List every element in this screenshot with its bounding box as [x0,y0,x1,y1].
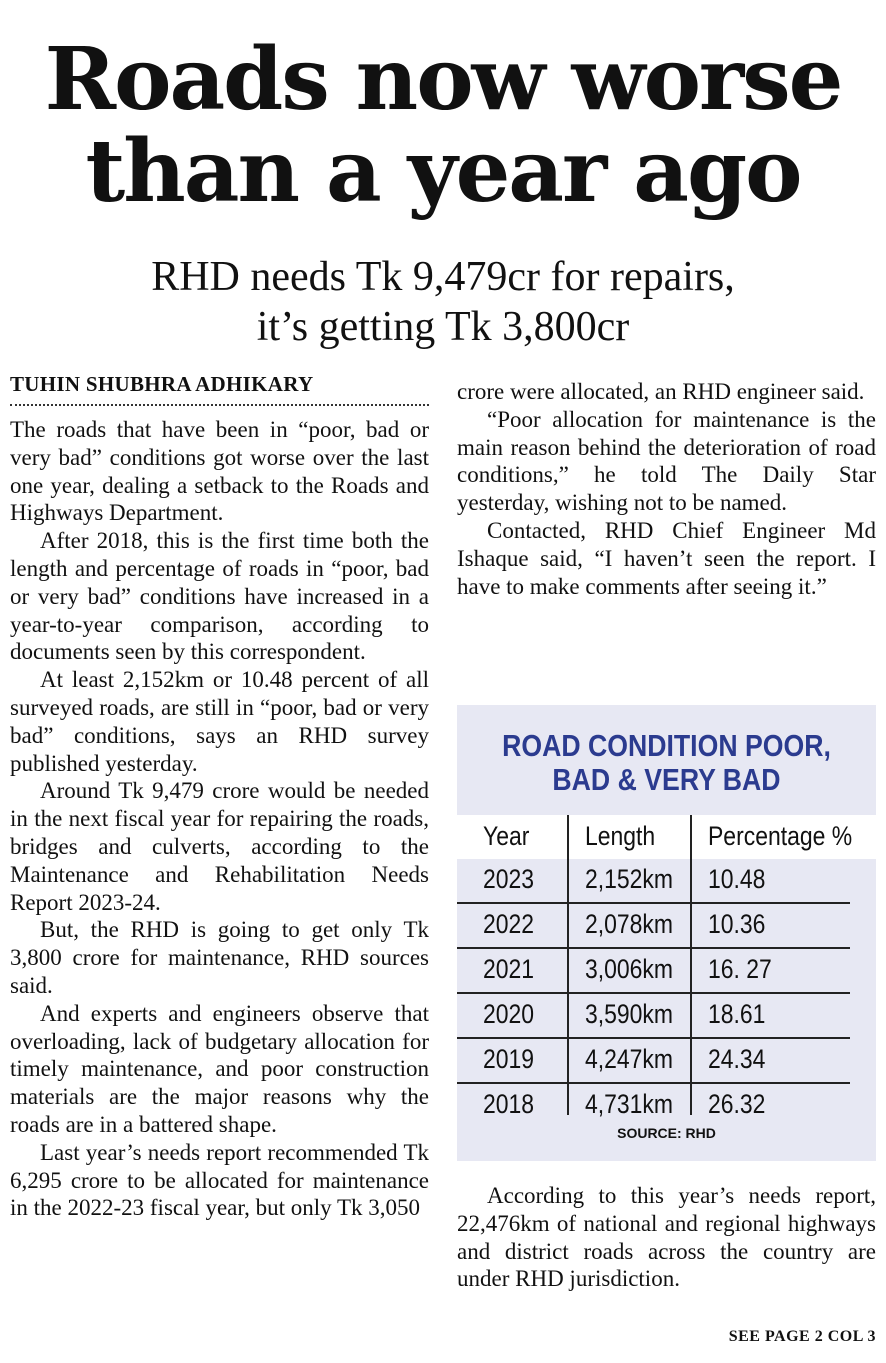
headline [0,29,886,222]
headline-line-1: Roads now worse [44,29,842,130]
jump-line: SEE PAGE 2 COL 3 [728,1328,876,1345]
table-row [457,949,850,994]
cell-year: 2023 [483,864,535,894]
cell-year: 2022 [483,909,535,939]
cell-length: 4,247km [585,1044,674,1074]
column-divider [690,815,692,1115]
closing-paragraph-block [457,1182,876,1293]
paragraph: crore were allocated, an RHD engineer said. [457,379,865,404]
subhead-line-2: it’s getting Tk 3,800cr [256,304,630,350]
table-source: SOURCE: RHD [617,1125,716,1141]
table-row [457,994,850,1039]
header-percentage: Percentage % [708,821,853,851]
paragraph: The roads that have been in “poor, bad or very bad” conditions got worse over the last one year, dealing a setback to the Roads and Highways Department. [10,417,429,526]
table-title-line-2: BAD & VERY BAD [552,762,781,797]
byline: TUHIN SHUBHRA ADHIKARY [10,372,314,396]
paragraph: After 2018, this is the first time both the length and percentage of roads in “poor, bad or very bad” conditions have increased in a year-to-year comparison, according to documents seen by this correspondent. [10,528,429,665]
paragraph: And experts and engineers observe that overloading, lack of budgetary allocation for timely maintenance, and poor construction materials are the major reasons why the roads are in a battered shape. [10,1000,429,1137]
paragraph: Contacted, RHD Chief Engineer Md Ishaque said, “I haven’t seen the report. I have to make comments after seeing it.” [457,517,876,599]
table-row [457,1084,850,1127]
subhead-line-1: RHD needs Tk 9,479cr for repairs, [151,254,735,300]
cell-percentage: 24.34 [708,1044,766,1074]
cell-year: 2018 [483,1089,535,1119]
road-condition-table-box [457,705,876,1161]
cell-length: 3,006km [585,954,674,984]
cell-percentage: 16. 27 [708,954,772,984]
cell-length: 3,590km [585,999,674,1029]
cell-percentage: 10.36 [708,909,766,939]
table-row [457,1039,850,1084]
cell-percentage: 10.48 [708,864,766,894]
paragraph: But, the RHD is going to get only Tk 3,800 crore for maintenance, RHD sources said. [10,917,429,998]
table-title [486,729,846,797]
column-divider [567,815,569,1115]
cell-year: 2021 [483,954,535,984]
paragraph: At least 2,152km or 10.48 percent of all surveyed roads, are still in “poor, bad or very bad” conditions, says an RHD survey published yesterday. [10,667,429,776]
table-title-line-1: ROAD CONDITION POOR, [502,728,831,763]
headline-line-2: than a year ago [85,121,801,222]
cell-year: 2020 [483,999,535,1029]
paragraph: According to this year’s needs report, 22,476km of national and regional highways and district roads across the country are under RHD jurisdiction. [457,1183,876,1292]
cell-percentage: 26.32 [708,1089,766,1119]
header-length: Length [585,821,656,851]
header-year: Year [483,821,530,851]
subheadline [0,252,886,352]
cell-length: 4,731km [585,1089,674,1119]
cell-length: 2,078km [585,909,674,939]
cell-year: 2019 [483,1044,535,1074]
byline-divider [10,404,429,406]
table-row [457,904,850,949]
table-header-row [457,815,876,859]
cell-percentage: 18.61 [708,999,766,1029]
table-row [457,859,850,904]
cell-length: 2,152km [585,864,674,894]
data-table [457,815,876,1127]
paragraph: Around Tk 9,479 crore would be needed in the next fiscal year for repairing the roads, bridges and culverts, according to the Maintenance and Rehabilitation Needs Report 2023-24. [10,778,429,915]
paragraph: “Poor allocation for maintenance is the main reason behind the deterioration of road conditions,” he told The Daily Star yesterday, wishing not to be named. [457,406,876,516]
right-column [457,378,876,600]
paragraph: Last year’s needs report recommended Tk 6,295 crore to be allocated for maintenance in the 2022-23 fiscal year, but only Tk 3,050 [10,1139,429,1221]
left-column [10,370,429,1222]
